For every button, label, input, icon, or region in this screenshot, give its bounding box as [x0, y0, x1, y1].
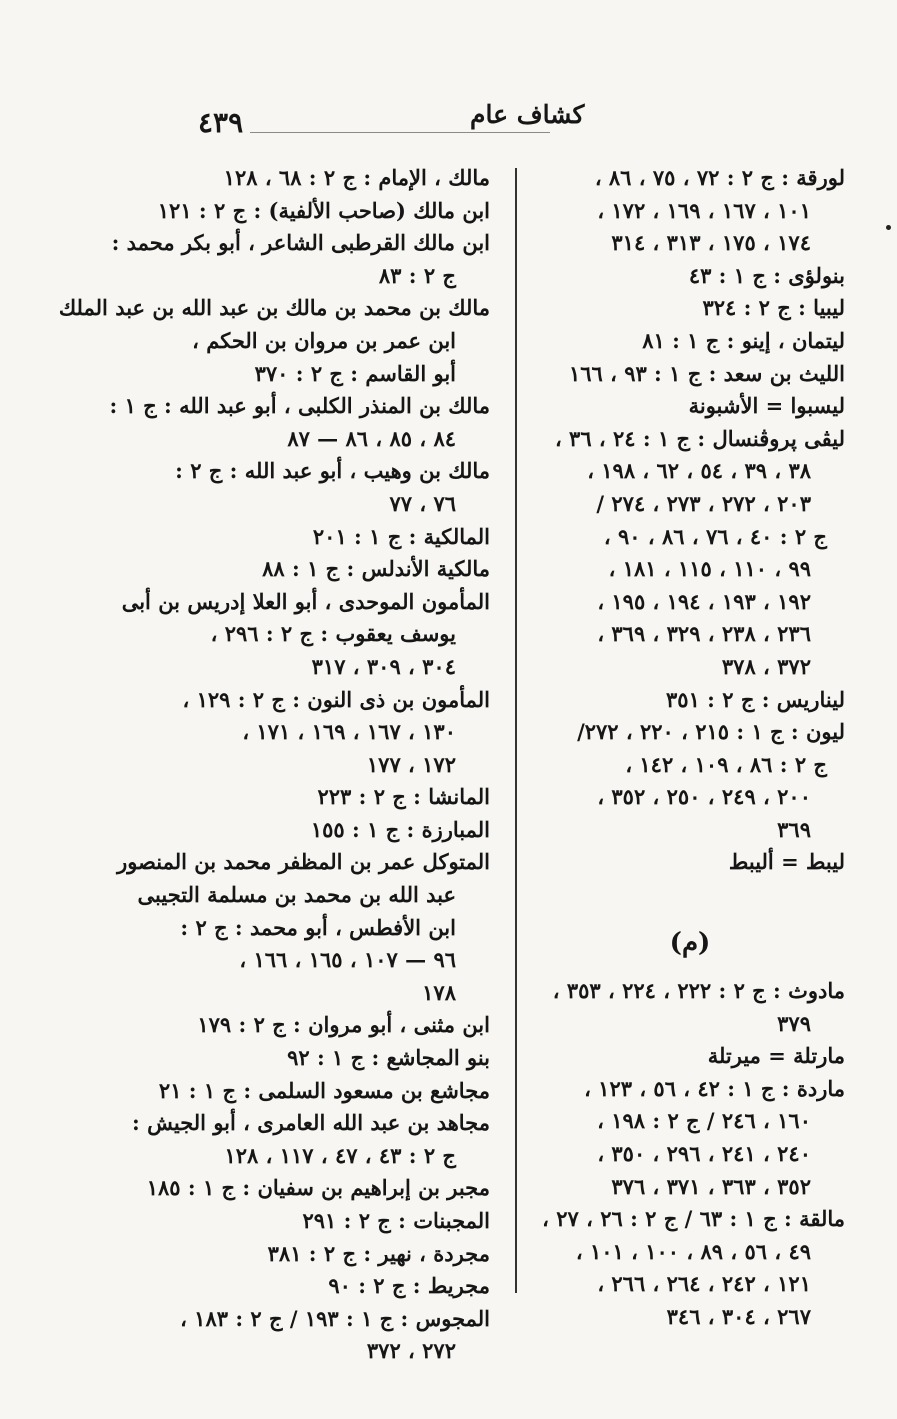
index-line: ٢٧٢ ، ٣٧٢ — [366, 1338, 456, 1364]
index-line: مالقة : ج ١ : ٦٣ / ج ٢ : ٢٦ ، ٢٧ ، — [542, 1206, 845, 1232]
section-letter: (م) — [669, 928, 711, 959]
index-line: ليبيا : ج ٢ : ٣٢٤ — [702, 295, 845, 321]
index-line: ابن عمر بن مروان بن الحكم ، — [192, 327, 456, 353]
index-line: يوسف يعقوب : ج ٢ : ٢٩٦ ، — [210, 621, 456, 647]
index-line: ليسبوا = الأشبونة — [688, 393, 845, 419]
index-line: ابن الأفطس ، أبو محمد : ج ٢ : — [180, 914, 456, 940]
index-line: مجريط : ج ٢ : ٩٠ — [328, 1273, 490, 1299]
index-line: مجبر بن إبراهيم بن سفيان : ج ١ : ١٨٥ — [146, 1175, 490, 1201]
index-line: ٢٦٧ ، ٣٠٤ ، ٣٤٦ — [666, 1304, 811, 1329]
index-line: ٧٦ ، ٧٧ — [389, 490, 456, 516]
page-number: ٤٣٩ — [198, 106, 244, 139]
index-line: المأمون الموحدى ، أبو العلا إدريس بن أبى — [121, 588, 490, 614]
index-line: ليبط = أليبط — [728, 849, 845, 875]
index-line: ٤٩ ، ٥٦ ، ٨٩ ، ١٠٠ ، ١٠١ ، — [575, 1238, 811, 1264]
index-line: مالك بن وهيب ، أبو عبد الله : ج ٢ : — [175, 458, 490, 484]
index-line: ابن مثنى ، أبو مروان : ج ٢ : ١٧٩ — [197, 1012, 490, 1038]
index-line: ٩٦ — ١٠٧ ، ١٦٥ ، ١٦٦ ، — [239, 947, 456, 973]
index-line: لورقة : ج ٢ : ٧٢ ، ٧٥ ، ٨٦ ، — [594, 165, 845, 190]
index-line: ليون : ج ١ : ٢١٥ ، ٢٢٠ ، ٢٧٢/ — [577, 719, 845, 745]
header-rule — [250, 132, 550, 133]
index-line: المانشا : ج ٢ : ٢٢٣ — [317, 784, 490, 810]
index-line: مالك ، الإمام : ج ٢ : ٦٨ ، ١٢٨ — [223, 165, 490, 190]
right-column — [535, 162, 845, 1334]
index-line: مادوث : ج ٢ : ٢٢٢ ، ٢٢٤ ، ٣٥٣ ، — [552, 978, 845, 1004]
index-line: ج ٢ : ٨٦ ، ١٠٩ ، ١٤٢ ، — [625, 751, 827, 777]
index-line: ٣٧٢ ، ٣٧٨ — [721, 653, 811, 679]
index-line: مجاهد بن عبد الله العامرى ، أبو الجيش : — [132, 1110, 490, 1136]
index-line: ٣٨ ، ٣٩ ، ٥٤ ، ٦٢ ، ١٩٨ ، — [587, 458, 811, 484]
index-line: أبو القاسم : ج ٢ : ٣٧٠ — [254, 360, 456, 386]
index-line: ٢٤٠ ، ٢٤١ ، ٢٩٦ ، ٣٥٠ ، — [597, 1141, 811, 1167]
index-line: ج ٢ : ٤٠ ، ٧٦ ، ٨٦ ، ٩٠ ، — [603, 523, 827, 549]
index-line: ٢٠٠ ، ٢٤٩ ، ٢٥٠ ، ٣٥٢ ، — [597, 784, 811, 810]
index-line: مارتلة = ميرتلة — [707, 1043, 845, 1069]
index-line: ٢٠٣ ، ٢٧٢ ، ٢٧٣ ، ٢٧٤ / — [596, 490, 811, 516]
index-line: مجاشع بن مسعود السلمى : ج ١ : ٢١ — [158, 1077, 490, 1103]
section-gap — [535, 879, 845, 911]
index-line: بنو المجاشع : ج ١ : ٩٢ — [287, 1045, 490, 1071]
index-line: ١٧٢ ، ١٧٧ — [366, 751, 456, 777]
index-line: ماردة : ج ١ : ٤٢ ، ٥٦ ، ١٢٣ ، — [584, 1075, 845, 1101]
margin-dot — [886, 225, 891, 230]
index-line: مالكية الأندلس : ج ١ : ٨٨ — [262, 556, 490, 582]
index-line: المتوكل عمر بن المظفر محمد بن المنصور — [117, 849, 490, 875]
index-line: ليڤى پروڤنسال : ج ١ : ٢٤ ، ٣٦ ، — [554, 425, 845, 451]
index-line: المجبنات : ج ٢ : ٢٩١ — [302, 1208, 490, 1233]
index-line: ج ٢ : ٨٣ — [378, 262, 456, 288]
index-line: ابن مالك (صاحب الألفية) : ج ٢ : ١٢١ — [157, 197, 490, 223]
index-line: ٨٤ ، ٨٥ ، ٨٦ — ٨٧ — [287, 425, 456, 451]
index-line: ج ٢ : ٤٣ ، ٤٧ ، ١١٧ ، ١٢٨ — [224, 1142, 456, 1168]
index-line: مالك بن محمد بن مالك بن عبد الله بن عبد الملك — [58, 295, 490, 321]
running-head: كشاف عام — [470, 100, 585, 129]
index-line: ٣٦٩ — [777, 816, 811, 842]
index-line: مالك بن المنذر الكلبى ، أبو عبد الله : ج ١ : — [109, 393, 490, 419]
index-line: ليناريس : ج ٢ : ٣٥١ — [666, 686, 845, 712]
index-line: ١٣٠ ، ١٦٧ ، ١٦٩ ، ١٧١ ، — [242, 719, 456, 745]
index-line: المبارزة : ج ١ : ١٥٥ — [310, 816, 490, 842]
index-line: ١٩٢ ، ١٩٣ ، ١٩٤ ، ١٩٥ ، — [597, 588, 811, 614]
index-line: ٢٣٦ ، ٢٣٨ ، ٣٢٩ ، ٣٦٩ ، — [597, 621, 811, 647]
index-line: بنولؤى : ج ١ : ٤٣ — [688, 262, 845, 288]
left-column — [58, 162, 490, 1368]
index-line: عبد الله بن محمد بن مسلمة التجيبى — [137, 882, 456, 908]
index-line: ٣٠٤ ، ٣٠٩ ، ٣١٧ — [311, 653, 456, 679]
index-line: ١٧٤ ، ١٧٥ ، ٣١٣ ، ٣١٤ — [611, 230, 811, 256]
index-line: ٣٧٩ — [777, 1010, 811, 1036]
index-line: ١٢١ ، ٢٤٢ ، ٢٦٤ ، ٢٦٦ ، — [597, 1271, 811, 1297]
index-line: ٩٩ ، ١١٠ ، ١١٥ ، ١٨١ ، — [608, 556, 811, 582]
index-line: ١٦٠ ، ٢٤٦ / ج ٢ : ١٩٨ ، — [597, 1108, 811, 1134]
index-line: ٣٥٢ ، ٣٦٣ ، ٣٧١ ، ٣٧٦ — [611, 1173, 811, 1199]
index-line: المأمون بن ذى النون : ج ٢ : ١٢٩ ، — [182, 686, 490, 712]
index-line: ١٠١ ، ١٦٧ ، ١٦٩ ، ١٧٢ ، — [597, 197, 811, 223]
index-line: ليتمان ، إينو : ج ١ : ٨١ — [642, 327, 845, 353]
index-line: ١٧٨ — [422, 979, 456, 1005]
index-line: ابن مالك القرطبى الشاعر ، أبو بكر محمد : — [111, 230, 490, 256]
index-line: المجوس : ج ١ : ١٩٣ / ج ٢ : ١٨٣ ، — [180, 1305, 490, 1331]
index-line: المالكية : ج ١ : ٢٠١ — [312, 523, 490, 549]
index-line: الليث بن سعد : ج ١ : ٩٣ ، ١٦٦ — [568, 360, 845, 386]
index-line: مجردة ، نهير : ج ٢ : ٣٨١ — [267, 1240, 490, 1266]
column-divider — [515, 168, 517, 1293]
